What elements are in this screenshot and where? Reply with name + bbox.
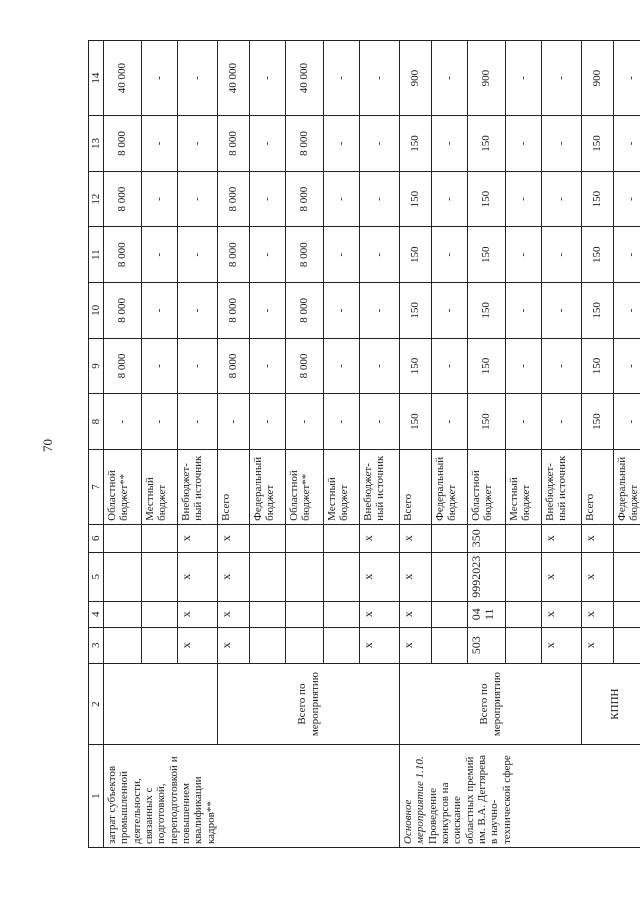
amount: - xyxy=(250,283,286,339)
amount: - xyxy=(142,394,178,450)
amount: 8 000 xyxy=(218,171,250,227)
code-c4 xyxy=(432,601,468,627)
amount: - xyxy=(506,41,542,116)
code-c3: x xyxy=(582,627,614,663)
code-c4: x xyxy=(178,601,218,627)
amount: - xyxy=(432,227,468,283)
amount: - xyxy=(614,227,640,283)
budget-table xyxy=(88,40,640,848)
code-c3: x xyxy=(218,627,250,663)
amount: 150 xyxy=(400,171,432,227)
code-c6 xyxy=(142,524,178,552)
amount: - xyxy=(286,394,324,450)
amount: - xyxy=(142,116,178,172)
amount: - xyxy=(506,227,542,283)
amount: - xyxy=(542,283,582,339)
budget-table-wrapper xyxy=(88,40,640,848)
measure-name xyxy=(104,745,400,848)
amount: - xyxy=(432,41,468,116)
funding-source: Областной бюджет** xyxy=(104,449,142,524)
code-c3 xyxy=(506,627,542,663)
funding-source: Местный бюджет xyxy=(506,449,542,524)
funding-source: Внебюджет-ный источник xyxy=(542,449,582,524)
code-c5 xyxy=(250,552,286,601)
code-c6: x xyxy=(400,524,432,552)
amount: 8 000 xyxy=(104,116,142,172)
header-row xyxy=(89,41,104,848)
code-c5: x xyxy=(582,552,614,601)
column-number: 6 xyxy=(89,524,104,552)
amount: - xyxy=(178,394,218,450)
code-c6: x xyxy=(582,524,614,552)
executor: КППН xyxy=(582,663,640,744)
column-number: 3 xyxy=(89,627,104,663)
amount: - xyxy=(506,283,542,339)
amount: 8 000 xyxy=(218,227,250,283)
funding-source: Внебюджет-ный источник xyxy=(360,449,400,524)
amount: 40 000 xyxy=(218,41,250,116)
code-c5: x xyxy=(400,552,432,601)
code-c5: 9992023 xyxy=(468,552,506,601)
code-c6: x xyxy=(542,524,582,552)
amount: - xyxy=(250,41,286,116)
amount: - xyxy=(218,394,250,450)
table-row xyxy=(218,41,250,848)
code-c5 xyxy=(324,552,360,601)
code-c3 xyxy=(432,627,468,663)
amount: - xyxy=(542,41,582,116)
amount: 150 xyxy=(468,394,506,450)
amount: - xyxy=(432,338,468,394)
table-row xyxy=(400,41,432,848)
amount: - xyxy=(250,171,286,227)
code-c4: x xyxy=(400,601,432,627)
code-c4: x xyxy=(582,601,614,627)
amount: - xyxy=(178,227,218,283)
amount: - xyxy=(250,116,286,172)
amount: 8 000 xyxy=(218,283,250,339)
funding-source: Местный бюджет xyxy=(142,449,178,524)
code-c3 xyxy=(614,627,640,663)
amount: - xyxy=(324,227,360,283)
code-c3: x xyxy=(542,627,582,663)
code-c3: x xyxy=(178,627,218,663)
code-c4: x xyxy=(542,601,582,627)
amount: - xyxy=(178,171,218,227)
amount: - xyxy=(178,41,218,116)
amount: - xyxy=(324,116,360,172)
amount: - xyxy=(614,116,640,172)
column-number: 1 xyxy=(89,745,104,848)
code-c5: x xyxy=(360,552,400,601)
code-c3: 503 xyxy=(468,627,506,663)
amount: 150 xyxy=(582,338,614,394)
measure-name-text: затрат субъектов промышленной деятельности, связанных с подготовкой, переподготовкой и повышением квалификации кадров** xyxy=(106,756,217,844)
code-c4 xyxy=(104,601,142,627)
funding-source: Всего xyxy=(218,449,250,524)
amount: 900 xyxy=(582,41,614,116)
amount: 150 xyxy=(400,394,432,450)
amount: 900 xyxy=(400,41,432,116)
code-c3 xyxy=(250,627,286,663)
code-c4 xyxy=(286,601,324,627)
amount: - xyxy=(506,338,542,394)
amount: 8 000 xyxy=(286,171,324,227)
amount: 150 xyxy=(582,171,614,227)
funding-source: Местный бюджет xyxy=(324,449,360,524)
measure-label: Основное мероприятие 1.10. xyxy=(402,756,427,844)
code-c3: x xyxy=(360,627,400,663)
code-c6 xyxy=(104,524,142,552)
amount: 150 xyxy=(400,227,432,283)
amount: - xyxy=(432,394,468,450)
code-c6: 350 xyxy=(468,524,506,552)
amount: 150 xyxy=(468,283,506,339)
amount: - xyxy=(506,394,542,450)
code-c4: 04 11 xyxy=(468,601,506,627)
amount: - xyxy=(614,394,640,450)
code-c5 xyxy=(142,552,178,601)
amount: 8 000 xyxy=(286,283,324,339)
amount: - xyxy=(250,394,286,450)
amount: 8 000 xyxy=(104,338,142,394)
amount: 900 xyxy=(468,41,506,116)
amount: - xyxy=(142,283,178,339)
amount: - xyxy=(432,116,468,172)
amount: - xyxy=(614,171,640,227)
code-c6: x xyxy=(218,524,250,552)
code-c6: x xyxy=(360,524,400,552)
funding-source: Внебюджет-ный источник xyxy=(178,449,218,524)
amount: - xyxy=(142,227,178,283)
table-body xyxy=(104,41,640,848)
amount: 8 000 xyxy=(286,227,324,283)
amount: - xyxy=(614,41,640,116)
amount: - xyxy=(142,338,178,394)
code-c4 xyxy=(614,601,640,627)
amount: 8 000 xyxy=(104,171,142,227)
amount: - xyxy=(542,116,582,172)
amount: 150 xyxy=(582,394,614,450)
amount: - xyxy=(506,171,542,227)
amount: - xyxy=(250,227,286,283)
amount: - xyxy=(250,338,286,394)
amount: - xyxy=(360,227,400,283)
amount: - xyxy=(506,116,542,172)
code-c5 xyxy=(286,552,324,601)
measure-name xyxy=(400,745,640,848)
amount: 150 xyxy=(468,171,506,227)
code-c5: x xyxy=(218,552,250,601)
code-c6: x xyxy=(178,524,218,552)
amount: 150 xyxy=(582,116,614,172)
code-c5: x xyxy=(542,552,582,601)
amount: - xyxy=(324,171,360,227)
amount: 150 xyxy=(582,227,614,283)
code-c3 xyxy=(324,627,360,663)
column-number: 5 xyxy=(89,552,104,601)
amount: - xyxy=(360,394,400,450)
amount: - xyxy=(324,283,360,339)
amount: - xyxy=(324,41,360,116)
funding-source: Областной бюджет xyxy=(468,449,506,524)
code-c3 xyxy=(104,627,142,663)
amount: - xyxy=(360,116,400,172)
column-number: 4 xyxy=(89,601,104,627)
code-c4: x xyxy=(360,601,400,627)
amount: 8 000 xyxy=(286,338,324,394)
code-c6 xyxy=(250,524,286,552)
amount: - xyxy=(324,394,360,450)
code-c3 xyxy=(286,627,324,663)
amount: - xyxy=(542,171,582,227)
amount: - xyxy=(104,394,142,450)
amount: - xyxy=(178,283,218,339)
code-c5: x xyxy=(178,552,218,601)
column-number: 8 xyxy=(89,394,104,450)
column-number: 9 xyxy=(89,338,104,394)
amount: 150 xyxy=(468,227,506,283)
column-number: 13 xyxy=(89,116,104,172)
amount: 150 xyxy=(468,116,506,172)
amount: 150 xyxy=(400,338,432,394)
amount: - xyxy=(542,227,582,283)
funding-source: Федеральный бюджет xyxy=(250,449,286,524)
table-row xyxy=(582,41,614,848)
funding-source: Всего xyxy=(400,449,432,524)
amount: - xyxy=(614,283,640,339)
code-c4 xyxy=(142,601,178,627)
amount: 150 xyxy=(468,338,506,394)
amount: - xyxy=(360,338,400,394)
amount: - xyxy=(432,283,468,339)
code-c5 xyxy=(432,552,468,601)
column-number: 7 xyxy=(89,449,104,524)
amount: - xyxy=(432,171,468,227)
amount: - xyxy=(178,338,218,394)
amount: 40 000 xyxy=(104,41,142,116)
amount: - xyxy=(360,41,400,116)
table-row xyxy=(104,41,142,848)
code-c4 xyxy=(250,601,286,627)
column-number: 11 xyxy=(89,227,104,283)
code-c6 xyxy=(614,524,640,552)
amount: - xyxy=(360,283,400,339)
amount: - xyxy=(360,171,400,227)
amount: 8 000 xyxy=(218,338,250,394)
code-c6 xyxy=(506,524,542,552)
executor xyxy=(104,663,218,744)
amount: 8 000 xyxy=(104,227,142,283)
code-c5 xyxy=(614,552,640,601)
code-c6 xyxy=(286,524,324,552)
funding-source: Всего xyxy=(582,449,614,524)
amount: - xyxy=(142,171,178,227)
column-number: 10 xyxy=(89,283,104,339)
amount: 40 000 xyxy=(286,41,324,116)
measure-description: Проведение конкурсов на соискание областных премий им. В.А. Дегтярева в научно-технической сфере xyxy=(426,755,513,844)
column-number: 12 xyxy=(89,171,104,227)
executor: Всего по мероприятию xyxy=(400,663,582,744)
code-c4 xyxy=(324,601,360,627)
code-c6 xyxy=(432,524,468,552)
amount: 8 000 xyxy=(218,116,250,172)
amount: - xyxy=(542,338,582,394)
executor: Всего по мероприятию xyxy=(218,663,400,744)
code-c3: x xyxy=(400,627,432,663)
funding-source: Федеральный бюджет xyxy=(432,449,468,524)
amount: 8 000 xyxy=(286,116,324,172)
amount: - xyxy=(324,338,360,394)
code-c5 xyxy=(104,552,142,601)
funding-source: Областной бюджет** xyxy=(286,449,324,524)
amount: - xyxy=(542,394,582,450)
code-c6 xyxy=(324,524,360,552)
amount: 150 xyxy=(400,116,432,172)
amount: - xyxy=(178,116,218,172)
funding-source: Федеральный бюджет xyxy=(614,449,640,524)
amount: 8 000 xyxy=(104,283,142,339)
amount: 150 xyxy=(582,283,614,339)
amount: - xyxy=(142,41,178,116)
column-number: 2 xyxy=(89,663,104,744)
code-c4: x xyxy=(218,601,250,627)
code-c3 xyxy=(142,627,178,663)
amount: - xyxy=(614,338,640,394)
page-number: 70 xyxy=(40,439,55,452)
amount: 150 xyxy=(400,283,432,339)
code-c5 xyxy=(506,552,542,601)
code-c4 xyxy=(506,601,542,627)
column-number: 14 xyxy=(89,41,104,116)
